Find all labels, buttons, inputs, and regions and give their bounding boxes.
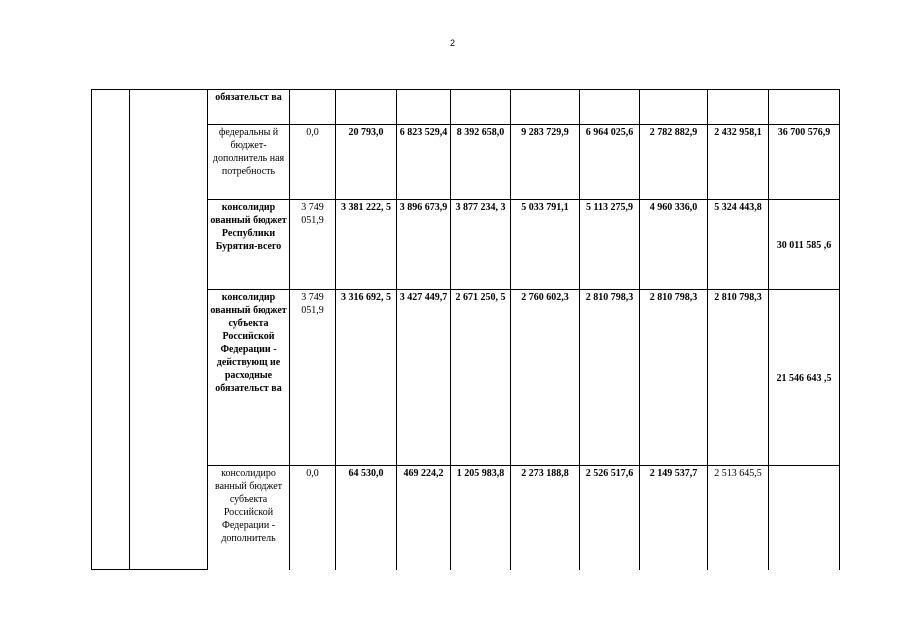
value-cell: 5 113 275,9 <box>580 200 640 290</box>
program-name-cell <box>130 90 208 570</box>
value-cell <box>451 90 511 125</box>
value-cell <box>640 90 708 125</box>
value-cell: 64 530,0 <box>336 466 397 570</box>
table-row <box>92 90 840 125</box>
page-number: 2 <box>449 38 455 48</box>
value-cell: 2 149 537,7 <box>640 466 708 570</box>
value-cell: 0,0 <box>290 466 336 570</box>
value-cell: 3 381 222, 5 <box>336 200 397 290</box>
funding-source-cell: обязательст ва <box>208 90 290 125</box>
value-cell: 2 782 882,9 <box>640 125 708 200</box>
value-cell: 9 283 729,9 <box>511 125 580 200</box>
funding-source-cell: консолидир ованный бюджет Республики Бурятия-всего <box>208 200 290 290</box>
value-cell: 1 205 983,8 <box>451 466 511 570</box>
total-cell: 30 011 585 ,6 <box>769 200 840 290</box>
budget-table <box>91 89 840 570</box>
value-cell <box>290 90 336 125</box>
value-cell: 2 513 645,5 <box>708 466 769 570</box>
funding-source-cell: консолидир ованный бюджет субъекта Российской Федерации - действующ ие расходные обязательст ва <box>208 290 290 466</box>
value-cell: 8 392 658,0 <box>451 125 511 200</box>
value-cell: 2 810 798,3 <box>708 290 769 466</box>
value-cell <box>580 90 640 125</box>
value-cell: 3 877 234, 3 <box>451 200 511 290</box>
value-cell: 5 033 791,1 <box>511 200 580 290</box>
row-number-cell <box>92 90 130 570</box>
value-cell: 4 960 336,0 <box>640 200 708 290</box>
value-cell: 20 793,0 <box>336 125 397 200</box>
value-cell <box>511 90 580 125</box>
total-cell: 21 546 643 ,5 <box>769 290 840 466</box>
value-cell: 2 432 958,1 <box>708 125 769 200</box>
value-cell: 3 896 673,9 <box>397 200 451 290</box>
value-cell: 2 526 517,6 <box>580 466 640 570</box>
total-cell <box>769 90 840 125</box>
value-cell: 2 273 188,8 <box>511 466 580 570</box>
value-cell <box>708 90 769 125</box>
value-cell: 6 823 529,4 <box>397 125 451 200</box>
value-cell: 3 749 051,9 <box>290 200 336 290</box>
value-cell: 5 324 443,8 <box>708 200 769 290</box>
value-cell <box>397 90 451 125</box>
value-cell: 3 427 449,7 <box>397 290 451 466</box>
value-cell: 3 316 692, 5 <box>336 290 397 466</box>
value-cell: 3 749 051,9 <box>290 290 336 466</box>
value-cell: 6 964 025,6 <box>580 125 640 200</box>
value-cell: 469 224,2 <box>397 466 451 570</box>
value-cell <box>336 90 397 125</box>
value-cell: 2 671 250, 5 <box>451 290 511 466</box>
value-cell: 0,0 <box>290 125 336 200</box>
value-cell: 2 760 602,3 <box>511 290 580 466</box>
funding-source-cell: консолидиро ванный бюджет субъекта Российской Федерации - дополнитель <box>208 466 290 570</box>
value-cell: 2 810 798,3 <box>640 290 708 466</box>
total-cell <box>769 466 840 570</box>
funding-source-cell: федеральны й бюджет-дополнитель ная потребность <box>208 125 290 200</box>
total-cell: 36 700 576,9 <box>769 125 840 200</box>
value-cell: 2 810 798,3 <box>580 290 640 466</box>
